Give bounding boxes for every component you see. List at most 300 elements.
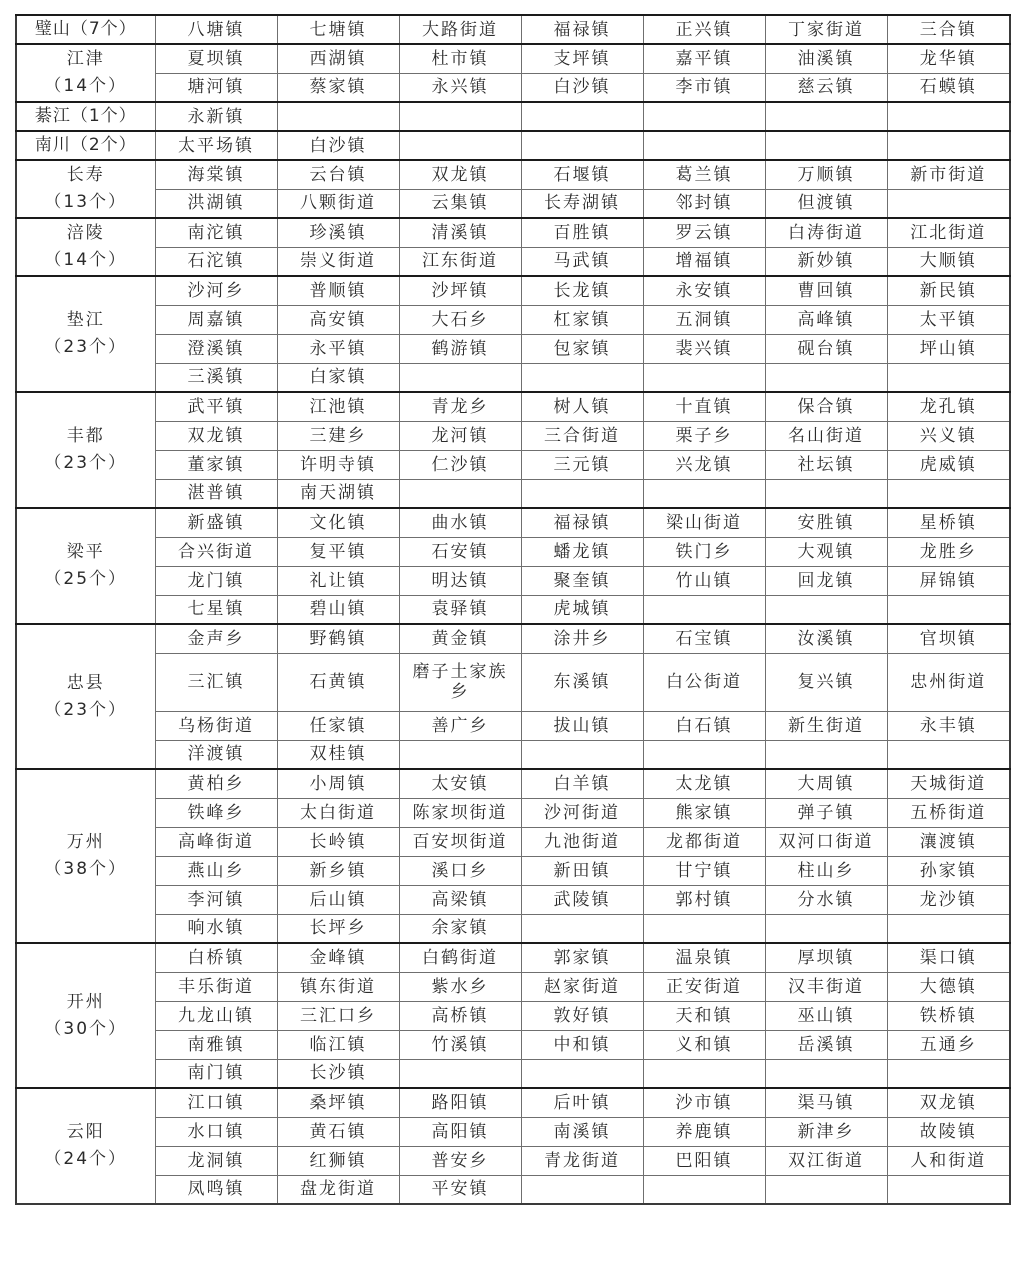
township-cell: 赵家街道 — [521, 972, 643, 1001]
township-cell: 长沙镇 — [277, 1059, 399, 1088]
township-cell: 忠州街道 — [887, 653, 1010, 711]
region-name: 万州 — [66, 832, 105, 852]
township-cell: 三溪镇 — [155, 363, 277, 392]
township-cell: 天城街道 — [887, 769, 1010, 798]
township-cell: 龙胜乡 — [887, 537, 1010, 566]
table-row — [16, 276, 1010, 305]
township-cell: 金声乡 — [155, 624, 277, 653]
township-cell: 名山街道 — [765, 421, 887, 450]
region-name: 璧山 — [34, 19, 71, 39]
township-cell — [521, 1175, 643, 1204]
township-cell: 甘宁镇 — [643, 856, 765, 885]
township-cell: 温泉镇 — [643, 943, 765, 972]
table-row — [16, 1117, 1010, 1146]
township-cell — [521, 102, 643, 131]
township-cell: 响水镇 — [155, 914, 277, 943]
table-row — [16, 479, 1010, 508]
township-cell: 七塘镇 — [277, 15, 399, 44]
township-cell: 太龙镇 — [643, 769, 765, 798]
township-cell: 丰乐街道 — [155, 972, 277, 1001]
table-row — [16, 711, 1010, 740]
township-cell: 白沙镇 — [521, 73, 643, 102]
township-cell: 洪湖镇 — [155, 189, 277, 218]
township-cell: 南沱镇 — [155, 218, 277, 247]
table-row — [16, 537, 1010, 566]
township-cell: 磨子土家族乡 — [399, 653, 521, 711]
township-cell: 高阳镇 — [399, 1117, 521, 1146]
township-cell: 保合镇 — [765, 392, 887, 421]
region-name: 南川 — [34, 135, 71, 155]
table-row — [16, 450, 1010, 479]
township-cell: 树人镇 — [521, 392, 643, 421]
township-cell: 慈云镇 — [765, 73, 887, 102]
township-cell: 合兴街道 — [155, 537, 277, 566]
township-cell: 故陵镇 — [887, 1117, 1010, 1146]
township-cell — [521, 914, 643, 943]
township-cell: 五通乡 — [887, 1030, 1010, 1059]
township-cell: 大德镇 — [887, 972, 1010, 1001]
region-name: 开州 — [66, 991, 105, 1012]
township-cell: 白家镇 — [277, 363, 399, 392]
region-cell — [16, 102, 155, 131]
township-cell: 白沙镇 — [277, 131, 399, 160]
region-name: 长寿 — [66, 165, 105, 185]
township-cell: 新妙镇 — [765, 247, 887, 276]
township-cell: 明达镇 — [399, 566, 521, 595]
township-cell — [643, 102, 765, 131]
township-cell: 曲水镇 — [399, 508, 521, 537]
table-row — [16, 798, 1010, 827]
township-cell — [887, 363, 1010, 392]
township-cell: 福禄镇 — [521, 508, 643, 537]
township-cell: 路阳镇 — [399, 1088, 521, 1117]
township-cell: 长寿湖镇 — [521, 189, 643, 218]
township-cell — [765, 914, 887, 943]
township-cell: 武平镇 — [155, 392, 277, 421]
township-cell: 五桥街道 — [887, 798, 1010, 827]
township-cell: 黄石镇 — [277, 1117, 399, 1146]
township-cell: 黄柏乡 — [155, 769, 277, 798]
township-cell: 新生街道 — [765, 711, 887, 740]
table-row — [16, 102, 1010, 131]
region-cell — [16, 1088, 155, 1204]
region-name: 綦江 — [34, 106, 71, 126]
township-cell — [765, 479, 887, 508]
township-cell: 永安镇 — [643, 276, 765, 305]
township-cell: 高安镇 — [277, 305, 399, 334]
region-cell — [16, 218, 155, 276]
township-cell: 东溪镇 — [521, 653, 643, 711]
township-cell: 黄金镇 — [399, 624, 521, 653]
township-cell — [521, 363, 643, 392]
township-cell: 长龙镇 — [521, 276, 643, 305]
township-cell: 安胜镇 — [765, 508, 887, 537]
township-cell: 董家镇 — [155, 450, 277, 479]
township-cell: 云集镇 — [399, 189, 521, 218]
township-cell: 大路街道 — [399, 15, 521, 44]
township-cell: 复兴镇 — [765, 653, 887, 711]
township-cell: 李河镇 — [155, 885, 277, 914]
township-cell — [399, 102, 521, 131]
table-row — [16, 1030, 1010, 1059]
township-cell: 大周镇 — [765, 769, 887, 798]
township-cell: 渠马镇 — [765, 1088, 887, 1117]
township-cell — [765, 131, 887, 160]
township-cell: 郭村镇 — [643, 885, 765, 914]
township-cell: 中和镇 — [521, 1030, 643, 1059]
table-row — [16, 305, 1010, 334]
township-cell — [765, 595, 887, 624]
township-cell: 增福镇 — [643, 247, 765, 276]
township-cell: 万顺镇 — [765, 160, 887, 189]
township-cell — [887, 1175, 1010, 1204]
region-name: 垫江 — [66, 310, 105, 330]
township-cell: 曹回镇 — [765, 276, 887, 305]
township-cell: 普顺镇 — [277, 276, 399, 305]
township-cell: 铁桥镇 — [887, 1001, 1010, 1030]
township-cell: 仁沙镇 — [399, 450, 521, 479]
township-cell: 虎威镇 — [887, 450, 1010, 479]
township-cell: 洋渡镇 — [155, 740, 277, 769]
region-count: （14个） — [44, 250, 128, 270]
township-cell: 铁门乡 — [643, 537, 765, 566]
region-count: （23个） — [44, 453, 128, 473]
township-cell: 白涛街道 — [765, 218, 887, 247]
township-cell: 白公街道 — [643, 653, 765, 711]
township-cell: 回龙镇 — [765, 566, 887, 595]
township-cell — [399, 479, 521, 508]
table-row — [16, 972, 1010, 1001]
township-cell — [887, 102, 1010, 131]
region-count: （14个） — [44, 76, 128, 96]
township-cell — [887, 1059, 1010, 1088]
table-row — [16, 943, 1010, 972]
township-cell: 永新镇 — [155, 102, 277, 131]
table-row — [16, 247, 1010, 276]
township-cell: 大观镇 — [765, 537, 887, 566]
township-cell: 杜市镇 — [399, 44, 521, 73]
township-cell: 太白街道 — [277, 798, 399, 827]
township-cell: 弹子镇 — [765, 798, 887, 827]
township-cell: 文化镇 — [277, 508, 399, 537]
township-cell: 岳溪镇 — [765, 1030, 887, 1059]
township-cell: 周嘉镇 — [155, 305, 277, 334]
township-cell: 白石镇 — [643, 711, 765, 740]
township-cell: 武陵镇 — [521, 885, 643, 914]
township-cell: 江口镇 — [155, 1088, 277, 1117]
township-cell: 水口镇 — [155, 1117, 277, 1146]
township-cell — [887, 479, 1010, 508]
township-cell: 五洞镇 — [643, 305, 765, 334]
township-cell: 百安坝街道 — [399, 827, 521, 856]
township-cell: 新盛镇 — [155, 508, 277, 537]
township-cell: 李市镇 — [643, 73, 765, 102]
township-cell: 兴龙镇 — [643, 450, 765, 479]
township-cell — [521, 131, 643, 160]
township-cell: 分水镇 — [765, 885, 887, 914]
township-cell: 养鹿镇 — [643, 1117, 765, 1146]
region-cell — [16, 276, 155, 392]
table-row — [16, 914, 1010, 943]
township-cell: 碧山镇 — [277, 595, 399, 624]
township-cell: 汉丰街道 — [765, 972, 887, 1001]
township-cell — [643, 479, 765, 508]
region-count: （1个） — [70, 106, 137, 126]
region-count: （23个） — [44, 337, 128, 357]
region-cell — [16, 508, 155, 624]
region-cell — [16, 15, 155, 44]
township-cell: 社坛镇 — [765, 450, 887, 479]
table-row — [16, 1001, 1010, 1030]
township-cell: 龙沙镇 — [887, 885, 1010, 914]
township-cell: 龙门镇 — [155, 566, 277, 595]
township-cell: 溪口乡 — [399, 856, 521, 885]
township-cell: 白鹤街道 — [399, 943, 521, 972]
township-cell: 长岭镇 — [277, 827, 399, 856]
region-count: （13个） — [44, 192, 128, 212]
township-cell: 太安镇 — [399, 769, 521, 798]
township-cell — [521, 479, 643, 508]
township-cell: 南天湖镇 — [277, 479, 399, 508]
township-cell: 涂井乡 — [521, 624, 643, 653]
township-cell: 聚奎镇 — [521, 566, 643, 595]
township-cell: 巴阳镇 — [643, 1146, 765, 1175]
township-cell: 龙都街道 — [643, 827, 765, 856]
township-cell: 九龙山镇 — [155, 1001, 277, 1030]
region-count: （2个） — [70, 135, 137, 155]
township-cell: 石安镇 — [399, 537, 521, 566]
township-cell: 平安镇 — [399, 1175, 521, 1204]
table-row — [16, 218, 1010, 247]
township-cell: 三元镇 — [521, 450, 643, 479]
township-cell: 临江镇 — [277, 1030, 399, 1059]
township-cell: 南雅镇 — [155, 1030, 277, 1059]
township-cell — [399, 740, 521, 769]
township-cell: 新津乡 — [765, 1117, 887, 1146]
township-cell: 九池街道 — [521, 827, 643, 856]
township-cell: 天和镇 — [643, 1001, 765, 1030]
region-cell — [16, 943, 155, 1088]
township-cell — [399, 1059, 521, 1088]
township-cell: 福禄镇 — [521, 15, 643, 44]
township-cell: 太平镇 — [887, 305, 1010, 334]
township-cell: 百胜镇 — [521, 218, 643, 247]
township-cell — [521, 740, 643, 769]
township-cell: 竹溪镇 — [399, 1030, 521, 1059]
township-cell: 沙河街道 — [521, 798, 643, 827]
township-cell: 坪山镇 — [887, 334, 1010, 363]
table-row — [16, 1059, 1010, 1088]
township-cell: 正兴镇 — [643, 15, 765, 44]
township-cell: 小周镇 — [277, 769, 399, 798]
table-row — [16, 885, 1010, 914]
township-cell: 夏坝镇 — [155, 44, 277, 73]
township-cell: 崇义街道 — [277, 247, 399, 276]
township-cell: 但渡镇 — [765, 189, 887, 218]
region-count: （38个） — [44, 859, 128, 879]
township-cell: 高桥镇 — [399, 1001, 521, 1030]
township-cell: 普安乡 — [399, 1146, 521, 1175]
table-row — [16, 1146, 1010, 1175]
township-cell: 石宝镇 — [643, 624, 765, 653]
township-cell: 太平场镇 — [155, 131, 277, 160]
township-cell: 兴义镇 — [887, 421, 1010, 450]
township-cell: 大顺镇 — [887, 247, 1010, 276]
township-cell: 桑坪镇 — [277, 1088, 399, 1117]
township-cell: 石蟆镇 — [887, 73, 1010, 102]
township-cell: 双江街道 — [765, 1146, 887, 1175]
region-cell — [16, 769, 155, 943]
township-cell: 江池镇 — [277, 392, 399, 421]
table-row — [16, 131, 1010, 160]
township-cell: 三合镇 — [887, 15, 1010, 44]
township-cell: 南溪镇 — [521, 1117, 643, 1146]
township-cell — [643, 914, 765, 943]
township-cell: 袁驿镇 — [399, 595, 521, 624]
table-row — [16, 44, 1010, 73]
township-cell: 高峰镇 — [765, 305, 887, 334]
township-cell: 渠口镇 — [887, 943, 1010, 972]
table-row — [16, 363, 1010, 392]
township-cell: 任家镇 — [277, 711, 399, 740]
township-cell: 后山镇 — [277, 885, 399, 914]
township-cell: 油溪镇 — [765, 44, 887, 73]
township-cell: 江东街道 — [399, 247, 521, 276]
township-cell: 屏锦镇 — [887, 566, 1010, 595]
township-cell: 石堰镇 — [521, 160, 643, 189]
township-cell: 长坪乡 — [277, 914, 399, 943]
township-cell — [765, 1059, 887, 1088]
township-cell: 砚台镇 — [765, 334, 887, 363]
township-cell — [399, 363, 521, 392]
region-cell — [16, 44, 155, 102]
township-cell: 大石乡 — [399, 305, 521, 334]
township-cell: 三汇镇 — [155, 653, 277, 711]
township-cell: 八颗街道 — [277, 189, 399, 218]
township-cell: 杠家镇 — [521, 305, 643, 334]
region-count: （7个） — [70, 19, 137, 39]
region-name: 梁平 — [66, 542, 105, 562]
township-cell: 珍溪镇 — [277, 218, 399, 247]
township-cell: 许明寺镇 — [277, 450, 399, 479]
region-name: 云阳 — [66, 1122, 105, 1142]
region-cell — [16, 392, 155, 508]
township-cell: 云台镇 — [277, 160, 399, 189]
township-cell: 青龙街道 — [521, 1146, 643, 1175]
region-cell — [16, 160, 155, 218]
table-row — [16, 856, 1010, 885]
township-cell: 镇东街道 — [277, 972, 399, 1001]
township-cell — [765, 363, 887, 392]
township-cell: 凤鸣镇 — [155, 1175, 277, 1204]
township-cell: 星桥镇 — [887, 508, 1010, 537]
township-cell: 新乡镇 — [277, 856, 399, 885]
table-row — [16, 1175, 1010, 1204]
township-cell: 新市街道 — [887, 160, 1010, 189]
township-cell: 白桥镇 — [155, 943, 277, 972]
table-row — [16, 392, 1010, 421]
region-count: （30个） — [44, 1018, 128, 1039]
township-cell: 新田镇 — [521, 856, 643, 885]
township-cell: 虎城镇 — [521, 595, 643, 624]
table-row — [16, 566, 1010, 595]
township-cell: 龙孔镇 — [887, 392, 1010, 421]
township-cell: 清溪镇 — [399, 218, 521, 247]
township-cell — [643, 131, 765, 160]
township-cell: 厚坝镇 — [765, 943, 887, 972]
table-row — [16, 508, 1010, 537]
township-cell: 永平镇 — [277, 334, 399, 363]
township-cell: 丁家街道 — [765, 15, 887, 44]
township-cell: 沙市镇 — [643, 1088, 765, 1117]
table-row — [16, 1088, 1010, 1117]
township-cell: 柱山乡 — [765, 856, 887, 885]
region-name: 丰都 — [66, 426, 105, 446]
township-cell: 双龙镇 — [399, 160, 521, 189]
township-cell: 马武镇 — [521, 247, 643, 276]
township-cell: 龙华镇 — [887, 44, 1010, 73]
table-row — [16, 769, 1010, 798]
township-cell: 江北街道 — [887, 218, 1010, 247]
township-cell — [887, 189, 1010, 218]
township-cell: 善广乡 — [399, 711, 521, 740]
township-cell: 乌杨街道 — [155, 711, 277, 740]
township-cell: 郭家镇 — [521, 943, 643, 972]
table-row — [16, 740, 1010, 769]
township-cell: 罗云镇 — [643, 218, 765, 247]
township-cell: 双龙镇 — [887, 1088, 1010, 1117]
table-row — [16, 334, 1010, 363]
township-cell: 嘉平镇 — [643, 44, 765, 73]
township-cell: 蟠龙镇 — [521, 537, 643, 566]
township-cell: 官坝镇 — [887, 624, 1010, 653]
township-cell: 复平镇 — [277, 537, 399, 566]
township-cell: 支坪镇 — [521, 44, 643, 73]
table-row — [16, 189, 1010, 218]
township-cell: 白羊镇 — [521, 769, 643, 798]
township-cell: 熊家镇 — [643, 798, 765, 827]
township-cell — [765, 740, 887, 769]
township-cell: 龙河镇 — [399, 421, 521, 450]
region-name: 江津 — [66, 49, 105, 69]
township-cell: 拔山镇 — [521, 711, 643, 740]
table-row — [16, 653, 1010, 711]
township-cell — [765, 1175, 887, 1204]
township-cell: 裴兴镇 — [643, 334, 765, 363]
township-cell: 敦好镇 — [521, 1001, 643, 1030]
township-cell: 竹山镇 — [643, 566, 765, 595]
township-cell: 孙家镇 — [887, 856, 1010, 885]
township-cell: 后叶镇 — [521, 1088, 643, 1117]
township-cell — [643, 740, 765, 769]
township-cell: 双桂镇 — [277, 740, 399, 769]
table-row — [16, 15, 1010, 44]
township-cell: 海棠镇 — [155, 160, 277, 189]
township-cell: 礼让镇 — [277, 566, 399, 595]
township-cell: 沙坪镇 — [399, 276, 521, 305]
township-cell: 野鹤镇 — [277, 624, 399, 653]
township-cell: 义和镇 — [643, 1030, 765, 1059]
township-cell: 三合街道 — [521, 421, 643, 450]
township-cell: 新民镇 — [887, 276, 1010, 305]
table-row — [16, 827, 1010, 856]
township-cell: 三汇口乡 — [277, 1001, 399, 1030]
township-cell: 塘河镇 — [155, 73, 277, 102]
region-cell — [16, 131, 155, 160]
township-cell: 双河口街道 — [765, 827, 887, 856]
region-count: （25个） — [44, 569, 128, 589]
township-cell: 余家镇 — [399, 914, 521, 943]
